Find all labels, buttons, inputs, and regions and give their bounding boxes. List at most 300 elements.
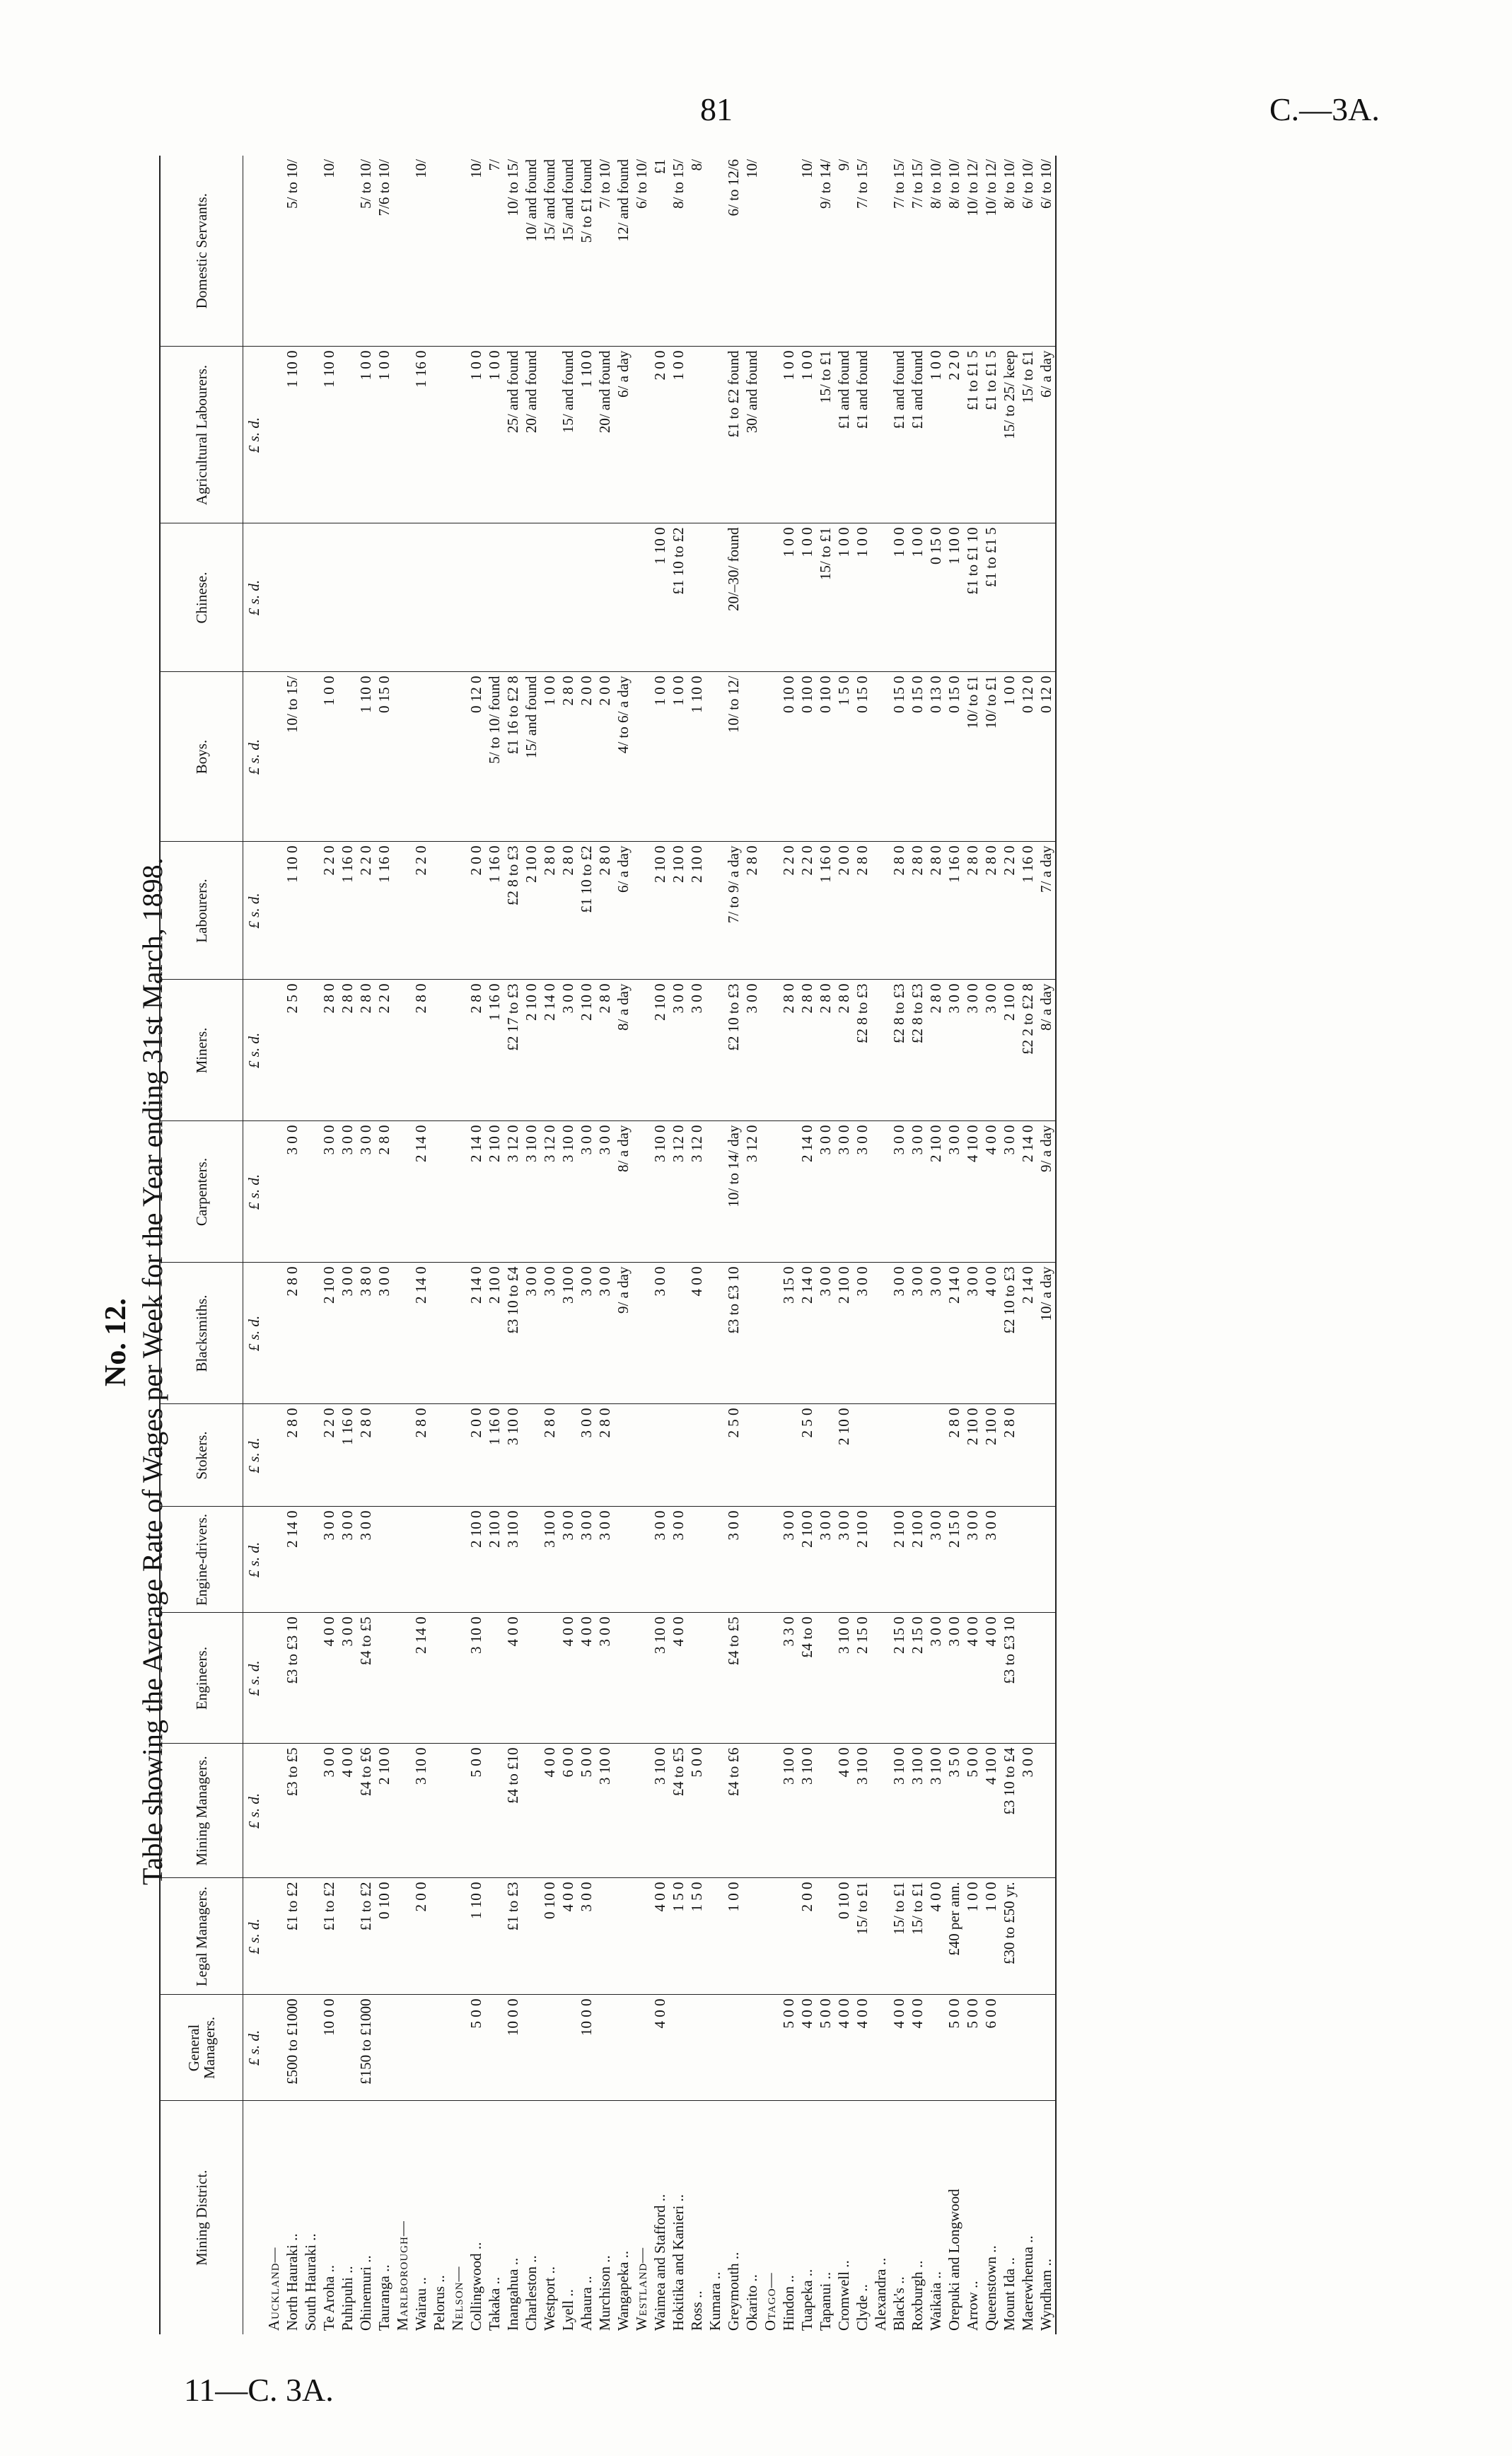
wage-cell: 4 0 0 <box>540 1744 559 1878</box>
district-cell: Arrow .. <box>964 2281 981 2331</box>
wage-cell: 1 0 0 <box>853 523 871 672</box>
wage-cell: 2 8 0 <box>963 842 982 980</box>
wage-cell <box>448 1613 467 1744</box>
wage-cell: 2 15 0 <box>945 1507 963 1613</box>
wage-cell: 1 0 0 <box>834 523 853 672</box>
wage-cell <box>890 1404 908 1507</box>
wage-cell: 9/ a day <box>614 1263 632 1404</box>
wage-cell: 4 0 0 <box>577 1613 595 1744</box>
wage-cell: 15/ to 25/ keep <box>1000 347 1018 523</box>
wage-cell: 2 8 0 <box>559 672 577 842</box>
wage-cell <box>430 523 448 672</box>
wage-cell: 2 10 0 <box>890 1507 908 1613</box>
district-cell: Queenstown .. <box>982 2245 999 2331</box>
wage-cell: £4 to £5 <box>724 1613 743 1744</box>
wage-cell: 1 5 0 <box>834 672 853 842</box>
wage-cell <box>1037 523 1056 672</box>
unit-cell: £ s. d. <box>243 1613 265 1744</box>
wage-cell: 4 0 0 <box>504 1613 522 1744</box>
wage-cell: 3 0 0 <box>853 1121 871 1263</box>
column-header: Carpenters. <box>160 1121 243 1263</box>
wage-cell <box>1018 1878 1037 1995</box>
wage-cell: 2 2 0 <box>320 1404 338 1507</box>
wage-cell: 7/ to 15/ <box>853 156 871 347</box>
wage-cell: 7/ to 10/ <box>595 156 614 347</box>
wage-cell: 3 0 0 <box>926 1507 945 1613</box>
wage-cell: 1 16 0 <box>1018 842 1037 980</box>
wage-cell: 2 14 0 <box>540 980 559 1121</box>
wage-cell <box>614 1995 632 2101</box>
table-row <box>1018 156 1037 2334</box>
wage-cell: 1 16 0 <box>816 842 834 980</box>
wage-cell <box>871 980 890 1121</box>
wage-cell <box>761 1507 779 1613</box>
wage-cell: 15/ and found <box>559 347 577 523</box>
wage-cell: 2 8 0 <box>283 1404 301 1507</box>
unit-cell: £ s. d. <box>243 1878 265 1995</box>
wage-cell <box>393 1995 412 2101</box>
wage-cell: 2 8 0 <box>375 1121 393 1263</box>
wage-cell <box>595 1995 614 2101</box>
wage-cell: 2 10 0 <box>926 1121 945 1263</box>
wage-cell <box>393 1263 412 1404</box>
wage-cell <box>393 1121 412 1263</box>
district-cell: Kumara .. <box>706 2271 723 2331</box>
wage-cell <box>504 523 522 672</box>
district-cell: Clyde .. <box>854 2284 871 2331</box>
wage-cell: 8/ <box>687 156 706 347</box>
wage-cell <box>706 672 724 842</box>
wage-cell <box>264 347 283 523</box>
wage-cell: £1 to £2 <box>283 1878 301 1995</box>
wage-cell: 5 0 0 <box>467 1744 485 1878</box>
wage-cell: 10/ to 12/ <box>724 672 743 842</box>
wage-cell: 1 10 0 <box>687 672 706 842</box>
wage-cell <box>485 523 504 672</box>
wage-cell <box>706 1404 724 1507</box>
wage-cell: 10/ a day <box>1037 1263 1056 1404</box>
wage-cell: 7/ a day <box>1037 842 1056 980</box>
wage-cell: 4 10 0 <box>982 1744 1000 1878</box>
wage-cell <box>632 1744 651 1878</box>
wage-cell: 2 8 0 <box>540 842 559 980</box>
wage-cell <box>614 1404 632 1507</box>
wage-cell <box>706 347 724 523</box>
wage-cell: 12/ and found <box>614 156 632 347</box>
wage-cell: 1 0 0 <box>669 672 687 842</box>
wage-cell <box>706 156 724 347</box>
wage-cell: 3 10 0 <box>467 1613 485 1744</box>
table-row <box>375 156 393 2334</box>
wage-cell <box>301 842 320 980</box>
column-header: Legal Managers. <box>160 1878 243 1995</box>
wage-cell: 4 0 0 <box>669 1613 687 1744</box>
wage-cell: 3 0 0 <box>320 1507 338 1613</box>
wage-cell: 2 10 0 <box>908 1507 926 1613</box>
wage-cell: 10/ to 12/ <box>982 156 1000 347</box>
wage-cell: 3 10 0 <box>908 1744 926 1878</box>
wage-cell <box>871 672 890 842</box>
wage-cell: 2 10 0 <box>467 1507 485 1613</box>
wage-cell <box>1037 1613 1056 1744</box>
wage-cell: 0 15 0 <box>926 523 945 672</box>
wage-cell: 2 8 0 <box>595 1404 614 1507</box>
wage-cell <box>632 347 651 523</box>
wage-cell: 3 12 0 <box>743 1121 761 1263</box>
wage-cell: 2 0 0 <box>595 672 614 842</box>
column-header: Mining District. <box>160 2101 243 2334</box>
wage-cell: 1 0 0 <box>467 347 485 523</box>
wage-cell: 2 8 0 <box>412 980 430 1121</box>
wage-cell <box>356 523 375 672</box>
wage-cell <box>430 1121 448 1263</box>
wage-cell: 8/ to 10/ <box>1000 156 1018 347</box>
wage-cell <box>430 156 448 347</box>
wage-cell: 3 0 0 <box>522 1263 540 1404</box>
wage-cell <box>1018 1507 1037 1613</box>
table-row <box>798 156 816 2334</box>
table-row <box>540 156 559 2334</box>
wage-cell: 2 14 0 <box>412 1263 430 1404</box>
wage-cell <box>743 1995 761 2101</box>
wage-cell: 1 0 0 <box>1000 672 1018 842</box>
wage-cell <box>632 1878 651 1995</box>
wage-cell: 3 10 0 <box>540 1507 559 1613</box>
wage-cell: 2 14 0 <box>467 1263 485 1404</box>
wage-cell: 2 2 0 <box>945 347 963 523</box>
wage-cell <box>761 1995 779 2101</box>
wage-cell <box>908 1404 926 1507</box>
wage-cell: 2 8 0 <box>926 842 945 980</box>
unit-cell: £ s. d. <box>243 1121 265 1263</box>
wage-cell <box>338 523 356 672</box>
wage-cell: 10/ to 15/ <box>504 156 522 347</box>
wage-cell: 0 12 0 <box>1037 672 1056 842</box>
wage-cell: £1 <box>651 156 669 347</box>
wage-cell: 6/ to 10/ <box>632 156 651 347</box>
wage-cell: 15/ to £1 <box>1018 347 1037 523</box>
wage-cell <box>448 1121 467 1263</box>
wage-cell: 3 0 0 <box>724 1507 743 1613</box>
wage-cell: 3 10 0 <box>522 1121 540 1263</box>
wage-cell: 2 14 0 <box>798 1263 816 1404</box>
wage-cell: 3 0 0 <box>320 1744 338 1878</box>
wage-cell: £4 to £5 <box>356 1613 375 1744</box>
table-row <box>816 156 834 2334</box>
wage-cell: 3 0 0 <box>963 980 982 1121</box>
wage-cell <box>853 1404 871 1507</box>
wage-cell <box>393 842 412 980</box>
wage-cell <box>448 1263 467 1404</box>
wage-cell: £4 to 0 <box>798 1613 816 1744</box>
district-cell: Ross .. <box>688 2290 705 2331</box>
wage-cell: 1 0 0 <box>926 347 945 523</box>
wage-cell <box>448 156 467 347</box>
wage-cell <box>301 1507 320 1613</box>
wage-cell: 3 0 0 <box>595 1263 614 1404</box>
wage-cell <box>1018 1613 1037 1744</box>
district-cell: South Hauraki .. <box>302 2233 319 2331</box>
wage-cell: 5/ to £1 found <box>577 156 595 347</box>
wage-cell <box>301 1995 320 2101</box>
district-cell: Auckland— <box>265 2247 282 2331</box>
wage-cell: 4 0 0 <box>908 1995 926 2101</box>
wage-cell <box>393 1613 412 1744</box>
wage-cell: £3 10 to £4 <box>504 1263 522 1404</box>
wage-cell: 6/ a day <box>1037 347 1056 523</box>
wage-cell: £1 to £1 5 <box>982 523 1000 672</box>
wage-cell: 25/ and found <box>504 347 522 523</box>
table-row <box>614 156 632 2334</box>
wage-cell: 2 10 0 <box>651 980 669 1121</box>
wage-cell: 3 0 0 <box>595 1121 614 1263</box>
wage-cell: 5 0 0 <box>577 1744 595 1878</box>
wage-cell <box>669 1404 687 1507</box>
wage-cell: 3 0 0 <box>577 1263 595 1404</box>
wage-cell <box>743 1878 761 1995</box>
wage-cell <box>1000 523 1018 672</box>
wage-cell: 3 0 0 <box>816 1263 834 1404</box>
district-cell: North Hauraki .. <box>284 2233 301 2331</box>
wage-cell: 2 8 0 <box>412 1404 430 1507</box>
wage-cell <box>522 1995 540 2101</box>
wage-cell <box>706 1121 724 1263</box>
wage-cell <box>430 1878 448 1995</box>
wage-cell <box>706 980 724 1121</box>
wage-cell: 30/ and found <box>743 347 761 523</box>
unit-cell: £ s. d. <box>243 672 265 842</box>
wage-cell <box>393 672 412 842</box>
wage-cell: 15/ and found <box>522 672 540 842</box>
wage-cell: 3 0 0 <box>963 1507 982 1613</box>
wage-cell: 10/ to 15/ <box>283 672 301 842</box>
wage-cell: 5/ to 10/ found <box>485 672 504 842</box>
wage-cell <box>743 1744 761 1878</box>
wage-cell <box>430 1507 448 1613</box>
wage-cell <box>448 347 467 523</box>
header-row <box>160 156 243 2334</box>
wage-cell <box>779 1404 798 1507</box>
wage-cell: £4 to £6 <box>724 1744 743 1878</box>
wage-cell: 10/ to £1 <box>963 672 982 842</box>
wage-cell: 2 10 0 <box>669 842 687 980</box>
wage-cell: 1 0 0 <box>724 1878 743 1995</box>
wage-cell <box>301 980 320 1121</box>
wage-cell: 2 5 0 <box>283 980 301 1121</box>
wage-cell <box>743 1404 761 1507</box>
wage-cell: 3 10 0 <box>853 1744 871 1878</box>
wage-cell: 2 10 0 <box>375 1744 393 1878</box>
wage-cell: 0 13 0 <box>926 672 945 842</box>
wage-cell: 2 2 0 <box>798 842 816 980</box>
wage-cell <box>761 1878 779 1995</box>
wage-cell: 3 10 0 <box>504 1404 522 1507</box>
wage-cell: 2 15 0 <box>908 1613 926 1744</box>
units-row <box>243 156 265 2334</box>
table-row <box>706 156 724 2334</box>
wage-cell: 2 10 0 <box>651 842 669 980</box>
district-cell: Black's .. <box>890 2276 907 2331</box>
wage-cell: 6/ to 12/6 <box>724 156 743 347</box>
wage-cell <box>540 523 559 672</box>
wage-cell <box>559 1404 577 1507</box>
district-cell: Westport .. <box>541 2266 558 2331</box>
wage-cell: 3 0 0 <box>890 1121 908 1263</box>
wage-cell <box>706 1263 724 1404</box>
wage-cell <box>301 1404 320 1507</box>
wage-cell <box>338 347 356 523</box>
wage-cell <box>393 347 412 523</box>
wage-cell <box>559 523 577 672</box>
wage-cell <box>522 1507 540 1613</box>
wage-cell <box>761 1613 779 1744</box>
wage-cell: 2 0 0 <box>651 347 669 523</box>
wage-cell <box>467 523 485 672</box>
wage-cell: 3 0 0 <box>338 1507 356 1613</box>
table-row <box>559 156 577 2334</box>
wage-cell: 1 10 0 <box>320 347 338 523</box>
wage-cell: 2 2 0 <box>320 842 338 980</box>
wage-cell: 1 0 0 <box>485 347 504 523</box>
wage-cell: 3 10 0 <box>651 1121 669 1263</box>
wage-cell <box>669 1995 687 2101</box>
district-cell: Greymouth .. <box>725 2252 742 2331</box>
table-row <box>890 156 908 2334</box>
wage-cell: 5 0 0 <box>963 1995 982 2101</box>
column-header: Stokers. <box>160 1404 243 1507</box>
wage-cell <box>522 1404 540 1507</box>
district-cell: Mount Ida .. <box>1001 2257 1018 2331</box>
wage-cell: 5 0 0 <box>945 1995 963 2101</box>
wage-cell: 1 10 0 <box>283 347 301 523</box>
wage-cell: 2 2 0 <box>779 842 798 980</box>
wage-cell: 3 5 0 <box>945 1744 963 1878</box>
wage-cell <box>430 980 448 1121</box>
wage-cell <box>264 523 283 672</box>
wage-cell: 2 8 0 <box>595 842 614 980</box>
wage-cell: 3 0 0 <box>945 980 963 1121</box>
wage-cell <box>264 980 283 1121</box>
wage-cell <box>393 1878 412 1995</box>
wage-cell: £1 10 to £2 <box>669 523 687 672</box>
wage-cell <box>430 842 448 980</box>
wage-cell: £2 8 to £3 <box>908 980 926 1121</box>
wage-cell: £1 10 to £2 <box>577 842 595 980</box>
wage-cell: 3 0 0 <box>687 980 706 1121</box>
table-row <box>669 156 687 2334</box>
wage-cell: 3 0 0 <box>816 1121 834 1263</box>
wage-cell: 2 14 0 <box>1018 1263 1037 1404</box>
wage-cell <box>1037 1878 1056 1995</box>
district-cell: Hokitika and Kanieri .. <box>670 2194 687 2331</box>
wage-cell <box>761 1744 779 1878</box>
wage-cell: 10/ to 12/ <box>963 156 982 347</box>
wage-cell <box>264 1613 283 1744</box>
wage-cell: 3 10 0 <box>559 1263 577 1404</box>
wage-cell: 2 8 0 <box>908 842 926 980</box>
wage-cell <box>1037 1404 1056 1507</box>
wage-cell <box>614 1878 632 1995</box>
wage-cell: 4 0 0 <box>982 1613 1000 1744</box>
wage-cell <box>577 523 595 672</box>
wage-cell: 2 8 0 <box>595 980 614 1121</box>
wage-cell: 2 0 0 <box>577 672 595 842</box>
wage-cell: 4 0 0 <box>651 1995 669 2101</box>
wage-cell <box>264 1404 283 1507</box>
wage-cell: 8/ a day <box>614 1121 632 1263</box>
wage-cell <box>393 1744 412 1878</box>
wage-cell: 1 10 0 <box>467 1878 485 1995</box>
wage-cell: 0 10 0 <box>779 672 798 842</box>
column-header: Engineers. <box>160 1613 243 1744</box>
district-cell: Nelson— <box>449 2266 466 2331</box>
wage-cell <box>320 523 338 672</box>
wage-cell <box>448 1995 467 2101</box>
wage-cell <box>485 1744 504 1878</box>
wage-cell: 3 0 0 <box>779 1507 798 1613</box>
wage-cell <box>706 1995 724 2101</box>
wage-cell: 3 0 0 <box>853 1263 871 1404</box>
district-cell: Pelorus .. <box>431 2275 448 2331</box>
wage-cell <box>412 523 430 672</box>
table-row <box>430 156 448 2334</box>
wage-cell: 15/ to £1 <box>890 1878 908 1995</box>
wage-cell <box>614 1744 632 1878</box>
district-cell: Westland— <box>633 2247 650 2331</box>
district-cell: Orepuki and Longwood <box>946 2189 963 2331</box>
wage-cell <box>761 842 779 980</box>
wage-cell <box>301 672 320 842</box>
wage-cell: 3 12 0 <box>669 1121 687 1263</box>
wage-cell: 0 15 0 <box>853 672 871 842</box>
wage-cell: 2 10 0 <box>982 1404 1000 1507</box>
wage-cell: 3 0 0 <box>982 1507 1000 1613</box>
wage-cell <box>871 1878 890 1995</box>
wage-cell: £3 10 to £4 <box>1000 1744 1018 1878</box>
wage-cell: £1 to £1 10 <box>963 523 982 672</box>
wage-cell <box>430 1995 448 2101</box>
table-row <box>853 156 871 2334</box>
wage-cell: 0 10 0 <box>540 1878 559 1995</box>
table-row <box>945 156 963 2334</box>
wage-cell: 10/ <box>743 156 761 347</box>
wage-cell: 10/ <box>467 156 485 347</box>
table-row <box>1000 156 1018 2334</box>
section-row <box>264 156 283 2334</box>
wage-cell: 2 10 0 <box>320 1263 338 1404</box>
wage-cell <box>393 1507 412 1613</box>
wage-cell <box>522 1744 540 1878</box>
wage-cell: 3 0 0 <box>559 1507 577 1613</box>
wage-cell: £30 to £50 yr. <box>1000 1878 1018 1995</box>
wage-cell <box>264 1121 283 1263</box>
wage-cell <box>375 1507 393 1613</box>
wage-cell <box>485 1613 504 1744</box>
table-row <box>522 156 540 2334</box>
wage-cell: 2 0 0 <box>467 1404 485 1507</box>
wage-cell: 2 10 0 <box>485 1263 504 1404</box>
wage-cell: £2 8 to £3 <box>890 980 908 1121</box>
wage-cell: 15/ to £1 <box>853 1878 871 1995</box>
wage-cell <box>264 156 283 347</box>
wage-cell: £3 to £3 10 <box>1000 1613 1018 1744</box>
wage-cell: 15/ to £1 <box>816 523 834 672</box>
wage-cell: 3 0 0 <box>908 1121 926 1263</box>
wage-cell <box>614 1507 632 1613</box>
wage-cell: 3 0 0 <box>577 1507 595 1613</box>
wage-cell: 1 0 0 <box>320 672 338 842</box>
wage-cell: 7/ <box>485 156 504 347</box>
